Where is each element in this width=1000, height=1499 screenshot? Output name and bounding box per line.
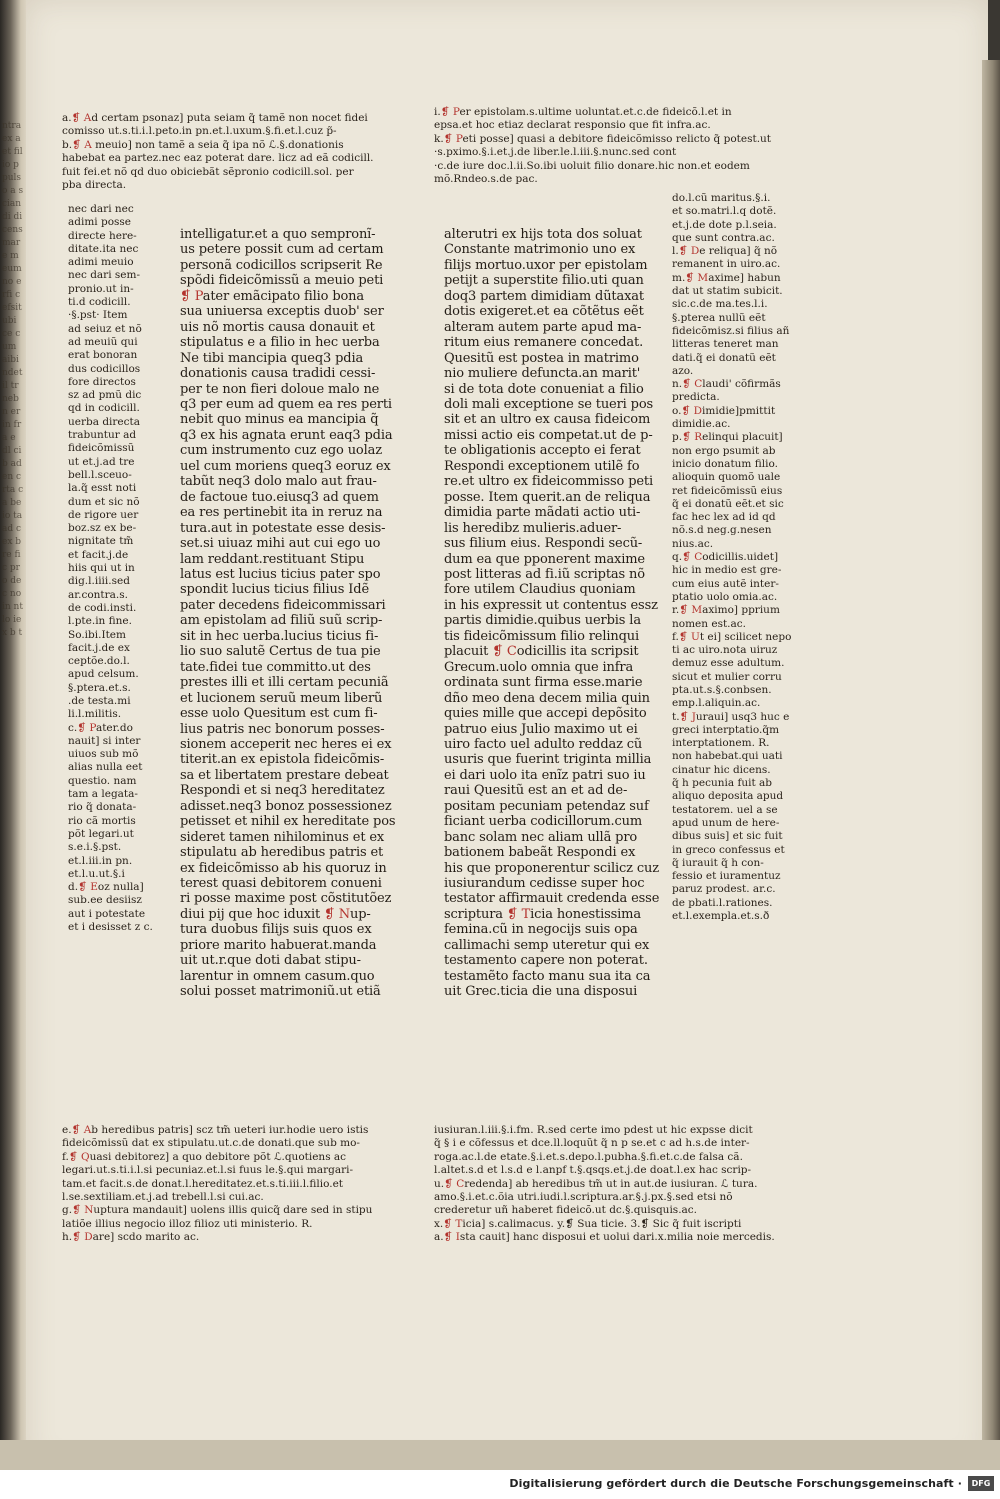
text-line: am epistolam ad filiũ suũ scrip- — [180, 613, 383, 629]
text-line: uerba directa — [68, 415, 140, 428]
text-line: o.❡ Dimidie]pmittit — [672, 404, 776, 417]
text-line: spõdi fideicõmissũ a meuio peti — [180, 273, 384, 289]
footer-bar — [0, 1470, 1000, 1499]
paragraph-mark: ❡ P — [77, 721, 96, 734]
text-line: m.❡ Maxime] habun — [672, 271, 781, 284]
text-line: emp.l.aliquin.ac. — [672, 697, 761, 710]
text-line: petisset et nihil ex hereditate pos — [180, 814, 396, 830]
text-line: sus filium eius. Respondi secũ- — [444, 536, 643, 552]
paragraph-mark: ❡ A — [72, 138, 92, 151]
paragraph-mark: ❡ T — [506, 906, 531, 922]
text-line: et.l.iii.in pn. — [68, 854, 133, 867]
paragraph-mark: ❡ A — [71, 1124, 92, 1136]
text-line: uiro facto uel adulto reddaz cũ — [444, 736, 643, 752]
text-line: ad meuiũ qui — [68, 335, 138, 348]
text-line: hic in medio est gre- — [672, 564, 782, 577]
text-line: ut et.j.ad tre — [68, 455, 135, 468]
text-line: filijs mortuo.uxor per epistolam — [444, 257, 648, 273]
text-line: re.et ultro ex fideicommisso peti — [444, 474, 653, 490]
text-line: posse. Item querit.an de reliqua — [444, 489, 651, 505]
text-line: alias nulla eet — [68, 761, 143, 774]
text-line: ficiant uerba codicillorum.cum — [444, 814, 643, 830]
text-line: pater decedens fideicommissari — [180, 597, 386, 613]
gloss-left-column — [68, 203, 160, 1143]
text-line: sz ad pmũ dic — [68, 389, 142, 402]
text-line: l.altet.s.d et l.s.d e l.anpf t.§.qsqs.et.j.de doat.l.ex hac scrip- — [434, 1164, 752, 1177]
text-line: predicta. — [672, 391, 720, 404]
text-line: nomen est.ac. — [672, 617, 746, 630]
gloss-right-column — [672, 192, 807, 1142]
text-line: nius.ac. — [672, 537, 714, 550]
text-line: ea res pertinebit ita in reruz na — [180, 505, 383, 521]
text-line: boz.sz ex be- — [68, 522, 137, 535]
text-line: directe here- — [68, 229, 137, 242]
text-line: larentur in omnem casum.quo — [180, 968, 375, 984]
text-line: l.se.sextiliam.et.j.ad trebell.l.si cui.ac. — [62, 1191, 264, 1204]
text-line: prestes illi et illi certam pecuniã — [180, 675, 389, 691]
text-line: roga.ac.l.de etate.§.i.et.s.depo.l.pubha.§.fi.et.c.de falsa cã. — [434, 1150, 743, 1163]
text-line: ptatio uolo omia.ac. — [672, 590, 778, 603]
text-line: usuris que fuerint triginta millia — [444, 752, 652, 768]
text-line: b.❡ A meuio] non tamẽ a seia q̃ ipa nõ ℒ.§.donationis — [62, 138, 344, 151]
text-line: amo.§.i.et.c.õia utri.iudi.l.scriptura.ar.§.j.px.§.sed etsi nõ — [434, 1191, 733, 1204]
text-line: q.❡ Codicillis.uidet] — [672, 551, 779, 564]
text-line: post litteras ad fi.iũ scriptas nõ — [444, 566, 645, 582]
text-line: dño meo dena decem milia quin — [444, 690, 650, 706]
text-line: rio cã mortis — [68, 814, 136, 827]
text-line: mõ.Rndeo.s.de pac. — [434, 173, 538, 186]
dfg-logo: DFG — [968, 1476, 994, 1491]
text-line: q̃ iurauit q̃ h con- — [672, 856, 764, 869]
text-line: qd in codicill. — [68, 402, 140, 415]
text-line: pba directa. — [62, 179, 127, 192]
text-line: et.l.u.ut.§.i — [68, 867, 125, 880]
paragraph-mark: ❡ U — [678, 630, 700, 643]
text-line: tam a legata- — [68, 788, 138, 801]
text-line: cum instrumento cuz ego uolaz — [180, 443, 382, 459]
text-line: u.❡ Credenda] ab heredibus tm̃ ut in aut.de iusiuran. ℒ tura. — [434, 1177, 758, 1190]
text-line: testatorem. uel a se — [672, 803, 778, 816]
text-line: non ergo psumit ab — [672, 444, 776, 457]
text-line: legari.ut.s.ti.i.l.si pecuniaz.et.l.si fuus le.§.qui margari- — [62, 1164, 354, 1177]
text-line: ordinata sunt firma esse.marie — [444, 675, 643, 691]
text-line: sideret tamen nihilominus et ex — [180, 829, 385, 845]
text-line: tura.aut in potestate esse desis- — [180, 520, 386, 536]
text-line: bell.l.sceuo- — [68, 468, 132, 481]
text-line: apud unum de here- — [672, 816, 780, 829]
text-line: uis nõ mortis causa donauit et — [180, 319, 375, 335]
gloss-bottom-right — [434, 1124, 800, 1274]
text-line: ret fideicõmissũ eius — [672, 484, 783, 497]
text-line: dibus suis] et sic fuit — [672, 830, 783, 843]
text-line: ei dari uolo ita enĩz patri suo iu — [444, 767, 646, 783]
text-line: latus est lucius ticius pater spo — [180, 566, 381, 582]
text-line: si de tota dote conueniat a filio — [444, 381, 644, 397]
text-line: cinatur hic dicens. — [672, 763, 771, 776]
paragraph-mark: ❡ C — [444, 1177, 465, 1190]
text-line: partis dimidie.quibus uerbis la — [444, 613, 641, 629]
text-line: lio suo salutẽ Certus de tua pie — [180, 644, 381, 660]
text-line: crederetur uñ haberet fideicõ.ut dc.§.quisquis.ac. — [434, 1204, 698, 1217]
text-line: Grecum.uolo omnia que infra — [444, 659, 634, 675]
text-line: k.❡ Peti posse] quasi a debitore fideicõmisso relicto q̃ potest.ut — [434, 132, 772, 145]
text-line: ritum eius remanere concedat. — [444, 335, 644, 351]
text-line: solui posset matrimoniũ.ut etiã — [180, 984, 381, 1000]
text-line: doli mali exceptione se tueri pos — [444, 396, 654, 412]
text-line: h.❡ Dare] scdo marito ac. — [62, 1231, 200, 1244]
text-line: cum eius autẽ inter- — [672, 577, 779, 590]
text-line: bationem babeãt Respondi ex — [444, 845, 636, 861]
text-line: aliquo deposita apud — [672, 790, 784, 803]
text-line: dati.q̃ ei donatũ eẽt — [672, 351, 776, 364]
text-line: Respondi et si neq3 hereditatez — [180, 783, 385, 799]
paragraph-mark: ❡ R — [682, 431, 703, 444]
text-line: doq3 partem dimidiam dũtaxat — [444, 288, 644, 304]
text-line: adimi posse — [68, 216, 132, 229]
text-line: dum et sic nõ — [68, 495, 140, 508]
text-line: §.pterea nullũ eẽt — [672, 311, 766, 324]
text-line: sic.c.de ma.tes.l.i. — [672, 298, 768, 311]
main-text-column-1 — [180, 227, 405, 1127]
text-line: pronio.ut in- — [68, 282, 134, 295]
paragraph-mark: ❡ J — [679, 710, 696, 723]
text-line: Respondi exceptionem utilẽ fo — [444, 458, 640, 474]
text-line: ti ac uiro.nota uiruz — [672, 644, 778, 657]
text-line: ex fideicõmisso ab his quoruz in — [180, 860, 387, 876]
text-line: fideicõmisz.si filius añ — [672, 324, 790, 337]
text-line: paruz prodest. ar.c. — [672, 883, 776, 896]
text-line: fessio et iuramentuz — [672, 870, 781, 883]
text-line: fideicõmissũ — [68, 442, 135, 455]
text-line: comisso ut.s.ti.i.l.peto.in pn.et.l.uxum.§.fi.et.l.cuz p̃- — [62, 125, 337, 138]
text-line: intelligatur.et a quo sempronĩ- — [180, 227, 376, 242]
text-line: te obligationis accepto ei ferat — [444, 443, 641, 459]
text-line: priore marito habuerat.manda — [180, 937, 377, 953]
text-line: set.si uiuaz mihi aut cui ego uo — [180, 536, 381, 552]
paragraph-mark: ❡ C — [492, 644, 517, 660]
text-line: uel cum moriens queq3 eoruz ex — [180, 458, 391, 474]
text-line: adisset.neq3 bonoz possessionez — [180, 798, 392, 814]
text-line: fore utilem Claudius quoniam — [444, 582, 636, 598]
text-line: ·s.pximo.§.i.et.j.de liber.le.l.iii.§.nunc.sed cont — [434, 146, 677, 159]
text-line: sa et libertatem prestare debeat — [180, 767, 389, 783]
text-line: aut i potestate — [68, 907, 146, 920]
paragraph-mark: ❡ D — [72, 1231, 93, 1244]
paragraph-mark: ❡ D — [681, 404, 703, 417]
text-line: alteram autem parte apud ma- — [444, 319, 642, 335]
text-line: et facit.j.de — [68, 548, 129, 561]
text-line: iusiuran.l.iii.§.i.fm. R.sed certe imo pdest ut hic expsse dicit — [434, 1124, 753, 1136]
text-line: sub.ee desiisz — [68, 894, 142, 907]
text-line: erat bonoran — [68, 349, 138, 362]
paragraph-mark: ❡ N — [72, 1204, 94, 1217]
gloss-top-left — [62, 112, 412, 196]
text-line: us petere possit cum ad certam — [180, 242, 384, 258]
text-line: p.❡ Relinqui placuit] — [672, 431, 783, 444]
text-line: n.❡ Claudi' cõfirmãs — [672, 378, 781, 391]
text-line: inicio donatum filio. — [672, 457, 778, 470]
text-line: uit ut.r.que doti dabat stipu- — [180, 953, 361, 969]
text-line: Quesitũ est postea in matrimo — [444, 350, 639, 366]
text-line: uit Grec.ticia die una disposui — [444, 984, 638, 1000]
text-line: questio. nam — [68, 774, 137, 787]
paragraph-mark: ❡ N — [324, 906, 350, 922]
text-line: e.❡ Ab heredibus patris] scz tm̃ ueteri iur.hodie uero istis — [62, 1124, 369, 1136]
text-line: li.l.militis. — [68, 708, 122, 721]
text-line: ·§.pst· Item — [68, 309, 128, 322]
text-line: azo. — [672, 364, 694, 377]
text-line: r.❡ Maximo] pprium — [672, 604, 780, 617]
paragraph-mark: ❡ A — [71, 112, 92, 124]
text-line: dig.l.iiii.sed — [68, 575, 130, 588]
text-line: So.ibi.Item — [68, 628, 126, 641]
text-line: et.l.exempla.et.s.ð — [672, 910, 770, 923]
text-line: testator affirmauit credenda esse — [444, 891, 660, 907]
text-line: ditate.ita nec — [68, 242, 139, 255]
text-line: uiuos sub mõ — [68, 748, 139, 761]
text-line: f.❡ Quasi debitorez] a quo debitore põt ℒ.quotiens ac — [62, 1150, 347, 1163]
text-line: i.❡ Per epistolam.s.ultime uoluntat.et.c.de fideicõ.l.et in — [434, 106, 732, 118]
text-line: et i desisset z c. — [68, 921, 153, 934]
text-line: l.pte.in fine. — [68, 615, 132, 628]
text-line: dum ea que pponerent maxime — [444, 551, 645, 567]
text-line: c.❡ Pater.do — [68, 721, 133, 734]
text-line: sua uniuersa exceptis duob' ser — [180, 304, 384, 320]
text-line: lis heredibz mulieris.aduer- — [444, 520, 622, 536]
text-line: dat ut statim subicit. — [672, 285, 783, 298]
neighbor-page-text: ntra ex aet filio ppulso a sciandi dicens mare meum no erfi cefsit ubi ce cum aibi ndetil tr neb n er in fr a e dl ci b ad en c rta ca be io ta ad c ex b re fic pro de c no in nt lo iex b t — [2, 121, 24, 638]
text-line: epsa.et hoc etiaz declarat responsio que fit infra.ac. — [434, 119, 711, 132]
text-line: habebat ea partez.nec eaz poterat dare. licz ad eã codicill. — [62, 152, 374, 165]
text-line: stipulatus e a filio in hec uerba — [180, 335, 380, 351]
text-line: f.❡ Ut ei] scilicet nepo — [672, 630, 792, 643]
text-line: do.l.cũ maritus.§.i. — [672, 192, 771, 204]
paragraph-mark: ❡ M — [685, 271, 709, 284]
text-line: nignitate tm̃ — [68, 535, 134, 548]
text-line: lam reddant.restituant Stipu — [180, 551, 365, 567]
text-line: q̃ h pecunia fuit ab — [672, 777, 773, 790]
text-line: testamento capere non poterat. — [444, 953, 648, 969]
text-line: pta.ut.s.§.conbsen. — [672, 683, 772, 696]
text-line: de factoue tuo.eiusq3 ad quem — [180, 489, 379, 505]
text-line: et so.matri.l.q dotẽ. — [672, 205, 777, 218]
text-line: fuit fei.et nõ qd duo obiciebãt sẽpronio codicill.sol. per — [62, 165, 354, 178]
text-line: .de testa.mi — [68, 694, 131, 707]
text-line: a.❡ Ista cauit] hanc disposui et uolui dari.x.milia noie mercedis. — [434, 1231, 775, 1244]
text-line: q̃ ei donatũ eẽt.et sic — [672, 497, 784, 510]
text-line: apud celsum. — [68, 668, 139, 681]
text-line: s.e.i.§.pst. — [68, 841, 122, 854]
text-line: sit et an ultro ex causa fideicom — [444, 412, 651, 428]
text-line: esse uolo Quesitum est cum fi- — [180, 706, 378, 722]
text-line: alterutri ex hijs tota dos soluat — [444, 227, 642, 242]
text-line: interptationem. R. — [672, 737, 770, 750]
text-line: in his expressit ut contentus essz — [444, 597, 658, 613]
text-line: latiõe illius negocio illoz filioz uti ministerio. R. — [62, 1217, 313, 1230]
text-line: quies mille que accepi depõsito — [444, 706, 647, 722]
text-line: titerit.an ex epistola fideicõmis- — [180, 752, 385, 768]
paragraph-mark: ❡ I — [443, 1231, 460, 1244]
text-line: placuit ❡ Codicillis ita scripsit — [444, 644, 639, 660]
text-line: his que proponerentur scilicz cuz — [444, 860, 659, 876]
text-line: ti.d codicill. — [68, 296, 131, 309]
text-line: hiis qui ut in — [68, 562, 135, 575]
text-line: greci interptatio.q̃m — [672, 723, 780, 736]
text-line: nec dari sem- — [68, 269, 140, 282]
paragraph-mark: ❡ P — [440, 106, 460, 118]
text-line: tura duobus filijs suis quos ex — [180, 922, 372, 938]
text-line: petijt a superstite filio.uti quan — [444, 273, 644, 289]
paragraph-mark: ❡ M — [679, 604, 703, 617]
text-line: iusiurandum cedisse super hoc — [444, 876, 645, 892]
text-line: la.q̃ esst noti — [68, 482, 137, 495]
text-line: alioquin quomõ uale — [672, 471, 781, 484]
text-line: de pbati.l.rationes. — [672, 896, 773, 909]
text-line: missi actio eis competat.ut de p- — [444, 427, 653, 443]
text-line: ri posse maxime post cõstitutõez — [180, 891, 392, 907]
paragraph-mark: ❡ T — [443, 1217, 463, 1230]
text-line: ad seiuz et nõ — [68, 322, 142, 335]
text-line: banc solam nec aliam ullã pro — [444, 829, 638, 845]
text-line: x.❡ Ticia] s.calimacus. y.❡ Sua ticie. 3.❡ Sic q̃ fuit iscripti — [434, 1217, 742, 1230]
text-line: et lucionem seruũ meum liberũ — [180, 690, 383, 706]
text-line: de rigore uer — [68, 508, 139, 521]
text-line: dotis exigeret.et ea cõtẽtus eẽt — [444, 304, 644, 320]
text-line: q3 ex his agnata erunt eaq3 pdia — [180, 427, 393, 443]
text-line: spondit lucius ticius filius Idẽ — [180, 582, 369, 598]
text-line: sionem acceperit nec heres ei ex — [180, 736, 392, 752]
text-line: dimidie.ac. — [672, 418, 731, 431]
text-line: trabuntur ad — [68, 429, 137, 442]
text-line: patruo eius Julio maximo ut ei — [444, 721, 638, 737]
text-line: lius patris nec bonorum posses- — [180, 721, 385, 737]
text-line: nec dari nec — [68, 203, 134, 215]
paragraph-mark: ❡ D — [678, 245, 700, 258]
text-line: Constante matrimonio uno ex — [444, 242, 636, 258]
text-line: dimidia parte mãdati actio uti- — [444, 505, 641, 521]
text-line: diui pij que hoc iduxit ❡ Nup- — [180, 906, 371, 922]
text-line: sit in hec uerba.lucius ticius fi- — [180, 628, 379, 644]
text-line: testamẽto facto manu sua ita ca — [444, 968, 651, 984]
text-line: sicut et mulier corru — [672, 670, 782, 683]
paragraph-mark: ❡ P — [443, 132, 463, 145]
text-line: tis fideicõmissum filio relinqui — [444, 628, 639, 644]
text-line: nauit] si inter — [68, 734, 141, 747]
text-line: positam pecuniam petendaz suf — [444, 798, 649, 814]
text-line: q̃ § i e cõfessus et dce.ll.loquũt q̃ n p se.et c ad h.s.de inter- — [434, 1137, 750, 1150]
text-line: fideicõmissũ dat ex stipulatu.ut.c.de donati.que sub mo- — [62, 1137, 360, 1150]
text-line: t.❡ Juraui] usq3 huc e — [672, 710, 790, 723]
text-line: raui Quesitũ est an et ad de- — [444, 783, 628, 799]
text-line: non habebat.qui uati — [672, 750, 783, 763]
text-line: a.❡ Ad certam psonaz] puta seiam q̃ tamẽ non nocet fidei — [62, 112, 368, 124]
text-line: ❡ Pater emãcipato filio bona — [180, 288, 364, 304]
text-line: litteras teneret man — [672, 338, 779, 351]
text-line: l.❡ De reliqua] q̃ nõ — [672, 245, 778, 258]
text-line: ar.contra.s. — [68, 588, 128, 601]
text-line: adimi meuio — [68, 256, 134, 269]
text-line: g.❡ Nuptura mandauit] uolens illis quicq̃ dare sed in stipu — [62, 1204, 373, 1217]
text-line: q3 per eum ad quem ea res perti — [180, 396, 392, 412]
gloss-bottom-left — [62, 1124, 402, 1274]
text-line: dus codicillos — [68, 362, 141, 375]
text-line: que sunt contra.ac. — [672, 231, 775, 244]
text-line: stipulatu ab heredibus patris et — [180, 845, 384, 861]
text-line: donationis causa tradidi cessi- — [180, 366, 376, 382]
text-line: scriptura ❡ Ticia honestissima — [444, 906, 641, 922]
text-line: et.j.de dote p.l.seia. — [672, 218, 777, 231]
paragraph-mark: ❡ P — [180, 288, 203, 304]
text-line: nõ.s.d neg.g.nesen — [672, 524, 772, 537]
text-line: facit.j.de ex — [68, 641, 130, 654]
paragraph-mark: ❡ Q — [68, 1150, 90, 1163]
text-line: terest quasi debitorem conueni — [180, 876, 382, 892]
text-line: femina.cũ in negocijs suis opa — [444, 922, 638, 938]
text-line: fac hec lex ad id qd — [672, 511, 776, 524]
paragraph-mark: ❡ E — [78, 881, 98, 894]
text-line: §.ptera.et.s. — [68, 681, 131, 694]
text-line: per te non fieri doloue malo ne — [180, 381, 380, 397]
main-text-column-2 — [444, 227, 669, 1127]
text-line: remanent in uiro.ac. — [672, 258, 781, 271]
page-fore-edge — [982, 60, 1000, 1440]
text-line: rio q̃ donata- — [68, 801, 137, 814]
text-line: Ne tibi mancipia queq3 pdia — [180, 350, 364, 366]
text-line: tate.fidei tue committo.ut des — [180, 659, 371, 675]
text-line: nebit quo minus ea mancipia q̃ — [180, 412, 379, 428]
text-line: personã codicillos scripserit Re — [180, 257, 383, 273]
footer-attribution: Digitalisierung gefördert durch die Deutsche Forschungsgemeinschaft · — [509, 1477, 962, 1490]
text-line: in greco confessus et — [672, 843, 785, 856]
paragraph-mark: ❡ C — [682, 378, 703, 391]
paragraph-mark: ❡ C — [682, 551, 703, 564]
text-line: tam.et facit.s.de donat.l.hereditatez.et.s.ti.iii.l.filio.et — [62, 1177, 344, 1190]
text-line: tabũt neq3 dolo malo aut frau- — [180, 474, 377, 490]
text-line: de codi.insti. — [68, 601, 137, 614]
text-line: fore directos — [68, 375, 136, 388]
text-line: d.❡ Eoz nulla] — [68, 881, 144, 894]
page-bottom-edge — [0, 1440, 1000, 1470]
text-line: ·c.de iure doc.l.ii.So.ibi uoluit filio donare.hic non.et eodem — [434, 159, 750, 172]
text-line: ceptõe.do.l. — [68, 655, 130, 668]
text-line: nio muliere defuncta.an marit' — [444, 366, 641, 382]
text-line: callimachi semp uteretur qui ex — [444, 937, 650, 953]
text-line: demuz esse adultum. — [672, 657, 785, 670]
text-line: põt legari.ut — [68, 827, 134, 840]
gloss-top-right — [434, 106, 799, 190]
